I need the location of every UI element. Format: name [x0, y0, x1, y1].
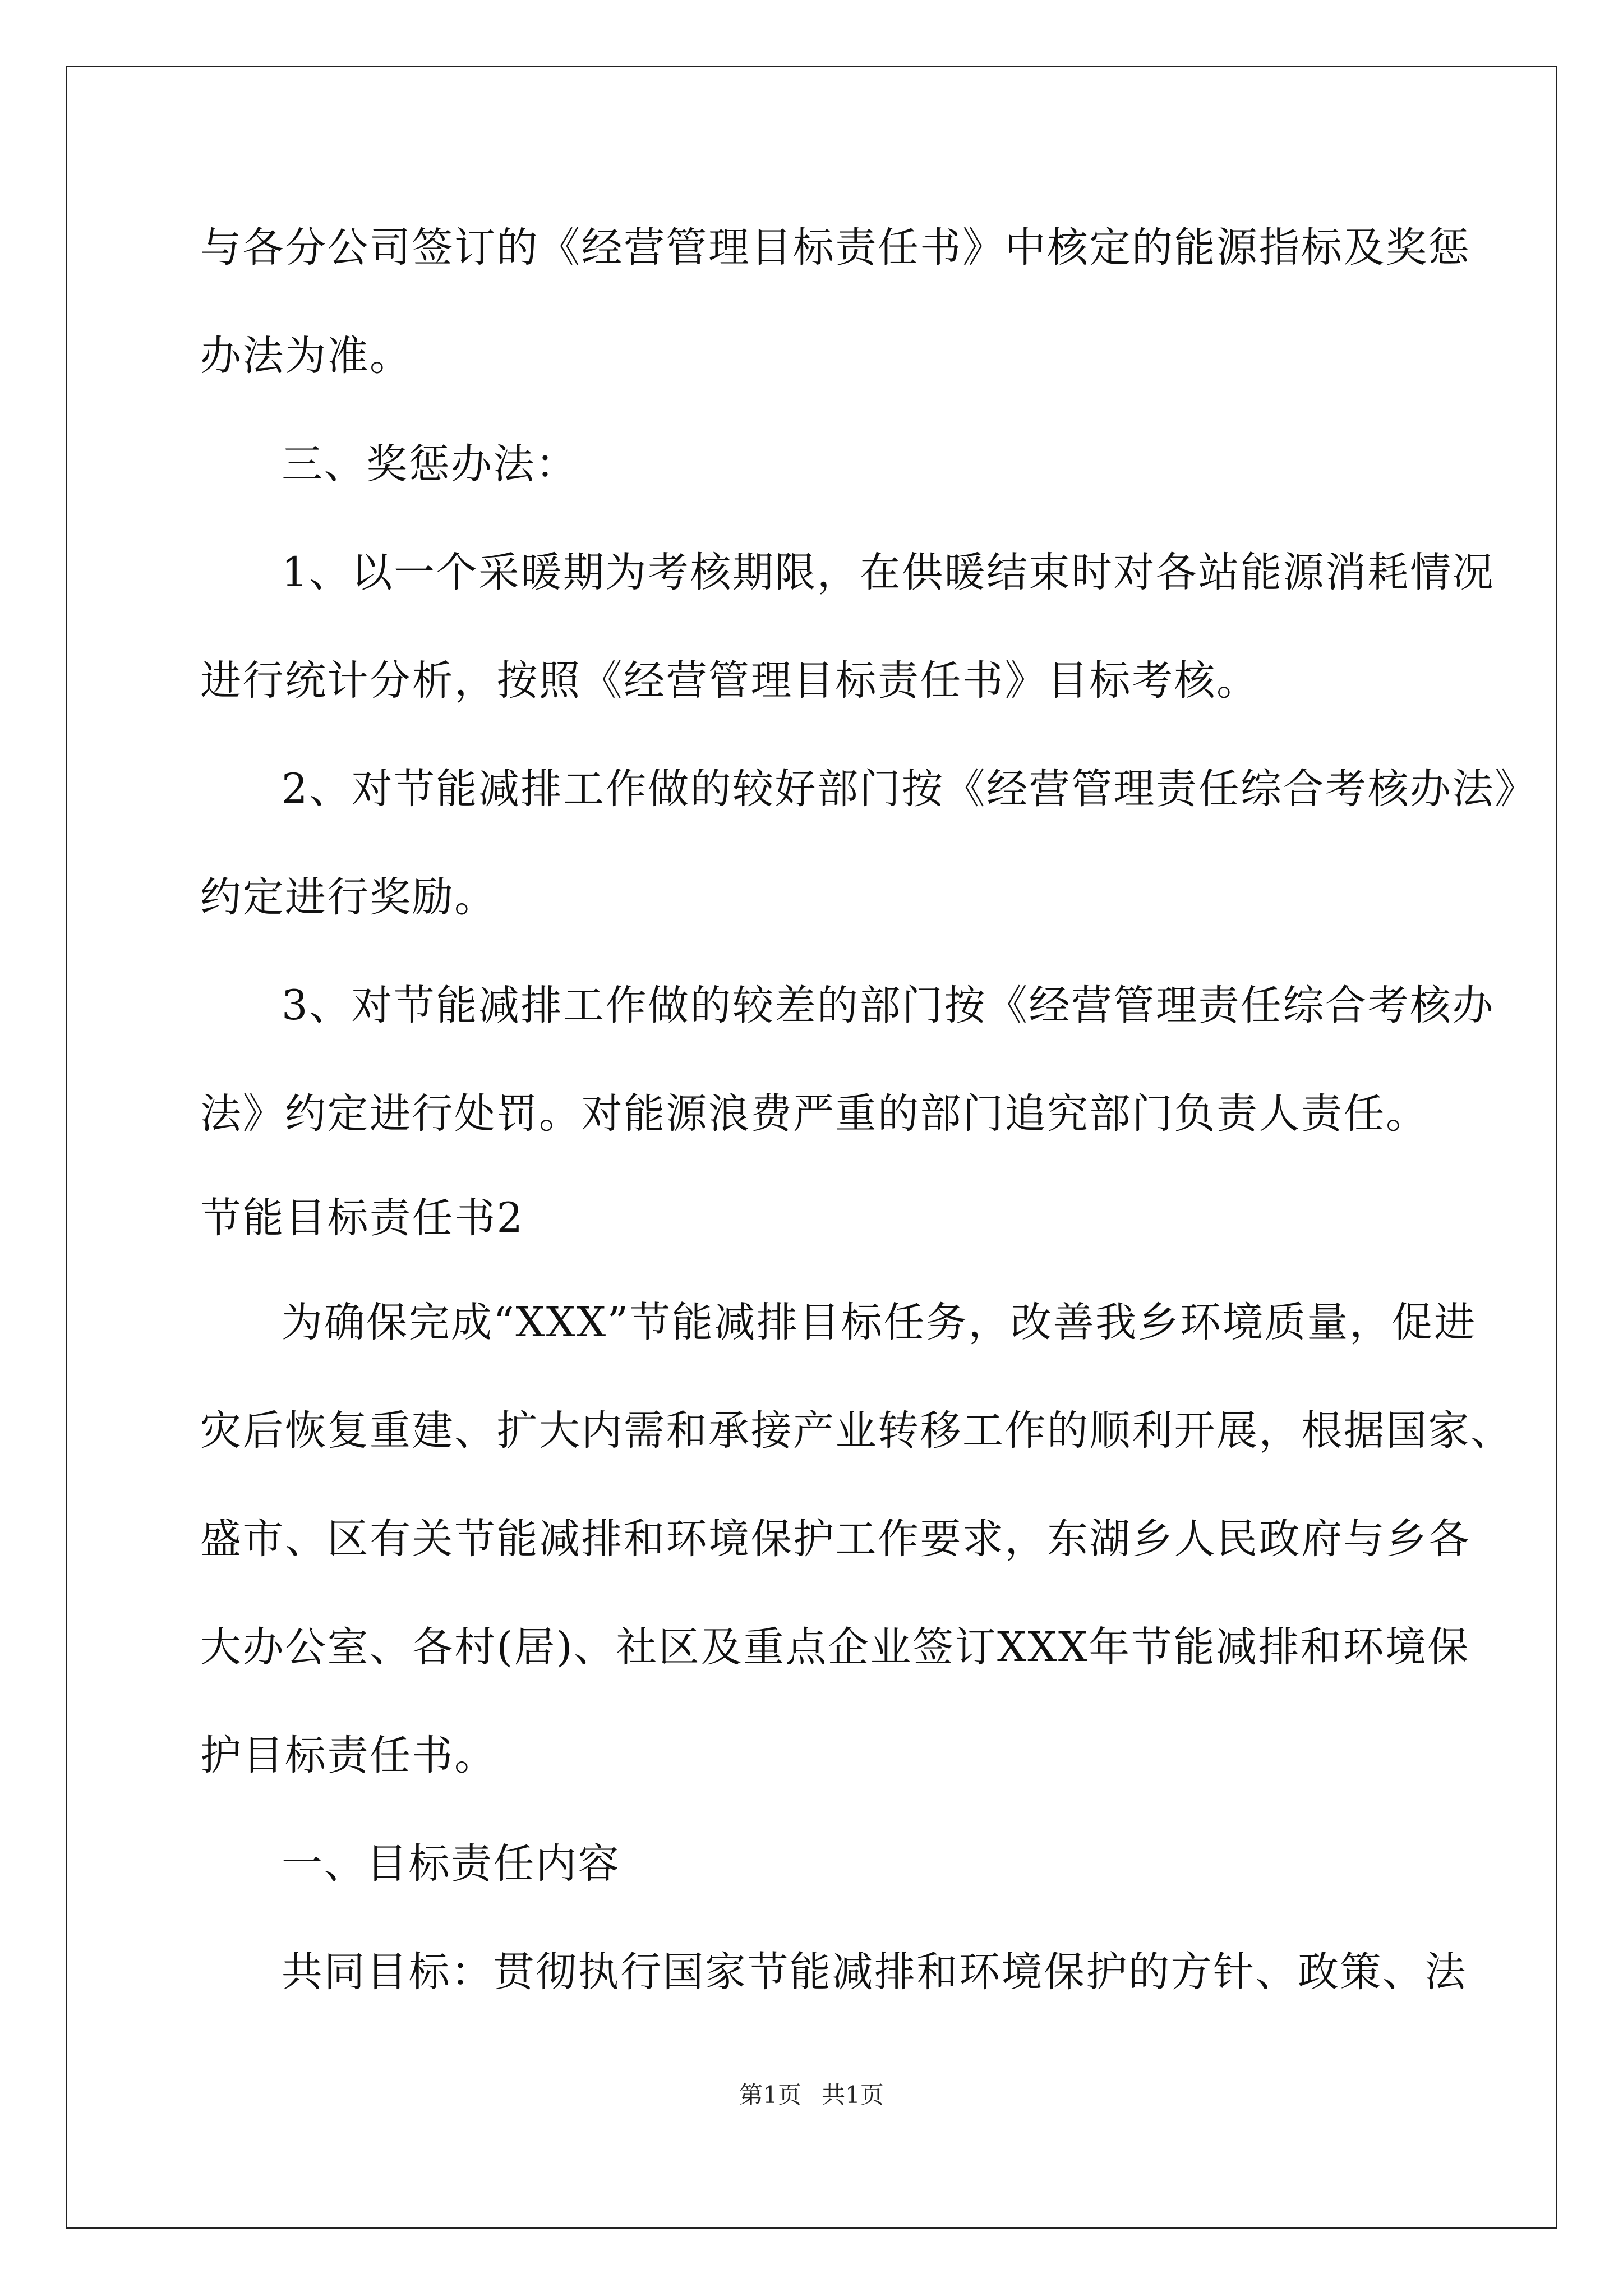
- text-line-11: 为确保完成“XXX”节能减排目标任务，改善我乡环境质量，促进: [282, 1299, 1477, 1346]
- text-line-12: 灾后恢复重建、扩大内需和承接产业转移工作的顺利开展，根据国家、: [200, 1407, 1513, 1455]
- text-line-1: 与各分公司签订的《经营管理目标责任书》中核定的能源指标及奖惩: [200, 224, 1470, 272]
- text-line-17: 共同目标：贯彻执行国家节能减排和环境保护的方针、政策、法: [282, 1948, 1467, 1996]
- text-line-8: 3、对节能减排工作做的较差的部门按《经营管理责任综合考核办: [282, 982, 1495, 1029]
- text-line-9: 法》约定进行处罚。对能源浪费严重的部门追究部门负责人责任。: [200, 1090, 1428, 1138]
- page-number: 第1页: [739, 2081, 801, 2109]
- page-footer: [0, 2078, 1623, 2112]
- text-line-2: 办法为准。: [200, 332, 412, 380]
- page-total: 共1页: [822, 2081, 884, 2109]
- section-heading-targets: 一、目标责任内容: [282, 1840, 620, 1888]
- text-line-15: 护目标责任书。: [200, 1732, 497, 1779]
- text-line-4: 1、以一个采暖期为考核期限，在供暖结束时对各站能源消耗情况: [282, 549, 1495, 596]
- text-line-14: 大办公室、各村(居)、社区及重点企业签订XXX年节能减排和环境保: [200, 1623, 1470, 1671]
- document-subtitle: 节能目标责任书2: [200, 1194, 524, 1242]
- text-line-13: 盛市、区有关节能减排和环境保护工作要求，东湖乡人民政府与乡各: [200, 1515, 1470, 1563]
- section-heading-rewards: 三、奖惩办法：: [282, 440, 578, 488]
- text-line-5: 进行统计分析，按照《经营管理目标责任书》目标考核。: [200, 657, 1259, 705]
- text-line-7: 约定进行奖励。: [200, 873, 497, 921]
- text-line-6: 2、对节能减排工作做的较好部门按《经营管理责任综合考核办法》: [282, 765, 1537, 813]
